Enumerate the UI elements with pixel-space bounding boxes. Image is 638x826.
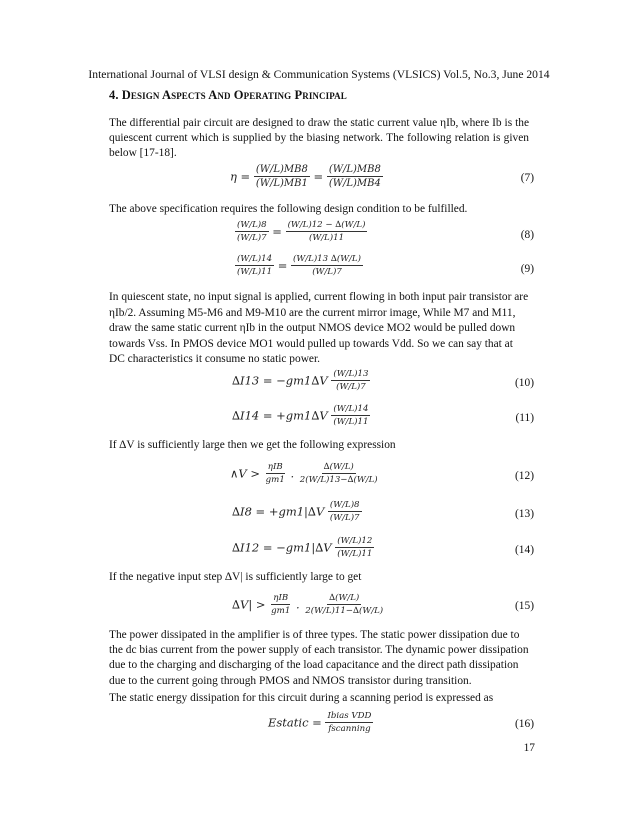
paragraph-large-delta: If ∆V is sufficiently large then we get the following expression [109,439,396,451]
equation-14: ∆I12 = −gm1|∆V $\frac{(W/L)12}{(W/L)11}$ [232,536,373,559]
paragraph-static-energy: The static energy dissipation for this circuit during a scanning period is expressed as [109,692,494,704]
equation-9: $\frac{(W/L)14}{(W/L)11}$ = $\frac{(W/L)13 \Delta(W/L)}{(W/L)7}$ [237,254,361,277]
equation-number-13: (13) [515,508,534,520]
equation-8: $\frac{(W/L)8}{(W/L)7}$ = $\frac{(W/L)12 - \Delta(W/L)}{(W/L)11}$ [237,220,366,243]
equation-number-12: (12) [515,470,534,482]
equation-number-16: (16) [515,718,534,730]
equation-11: ∆I14 = +gm1∆V $\frac{(W/L)14}{(W/L)11}$ [232,404,369,427]
paragraph-intro: The differential pair circuit are designed to draw the static current value ηIb, where Ib is the quiescent current which is supplied by the biasing network. The following relation is given below [17-18]. [109,117,529,160]
equation-12: ∧V > $\frac{\text{ηIB}}{gm1}$ . $\frac{\Delta(W/L)}{2(W/L)13-\Delta(W/L)}$ [230,462,378,485]
equation-10: ∆I13 = −gm1∆V $\frac{(W/L)13}{(W/L)7}$ [232,369,369,392]
paragraph-design-condition: The above specification requires the following design condition to be fulfilled. [109,203,468,215]
paragraph-negative-step: If the negative input step ∆V| is sufficiently large to get [109,571,362,583]
paragraph-quiescent: In quiescent state, no input signal is applied, current flowing in both input pair transistor are ηIb/2. Assuming M5-M6 and M9-M10 are the current mirror image, While M7 and M11, draw the same static current ηIb in the output NMOS device MO2 would be pulled down towards Vss. In PMOS device MO1 would pulled up towards Vdd. So we can say that at DC characteristics it consume no static power. [109,291,529,366]
paragraph-power-dissipation: The power dissipated in the amplifier is of three types. The static power dissipation due to the dc bias current from the power supply of each transistor. The dynamic power dissipation due to the charging and discharging of the load capacitance and the direct path dissipation due to the current going through PMOS and NMOS transistor during transition. [109,629,529,687]
equation-number-7: (7) [520,172,534,184]
equation-16: Estatic = $\frac{\text{Ibias VDD}}{\text{fscanning}}$ [268,711,372,734]
section-title: 4. Design Aspects And Operating Principal [109,88,347,102]
equation-13: ∆I8 = +gm1|∆V $\frac{(W/L)8}{(W/L)7}$ [232,500,360,523]
equation-number-15: (15) [515,600,534,612]
equation-number-8: (8) [520,229,534,241]
equation-number-9: (9) [520,263,534,275]
equation-number-11: (11) [515,412,534,424]
equation-15: ∆V| > $\frac{\text{ηIB}}{gm1}$ . $\frac{\Delta(W/L)}{2(W/L)11-\Delta(W/L)}$ [232,593,384,616]
equation-7: η = $\frac{(W/L)MB8}{(W/L)MB1}$ = $\frac{(W/L)MB8}{(W/L)MB4}$ [230,164,381,189]
running-header: International Journal of VLSI design & Communication Systems (VLSICS) Vol.5, No.3, June 2014 [88,68,550,81]
page-number: 17 [523,742,535,754]
equation-number-14: (14) [515,544,534,556]
equation-number-10: (10) [515,377,534,389]
